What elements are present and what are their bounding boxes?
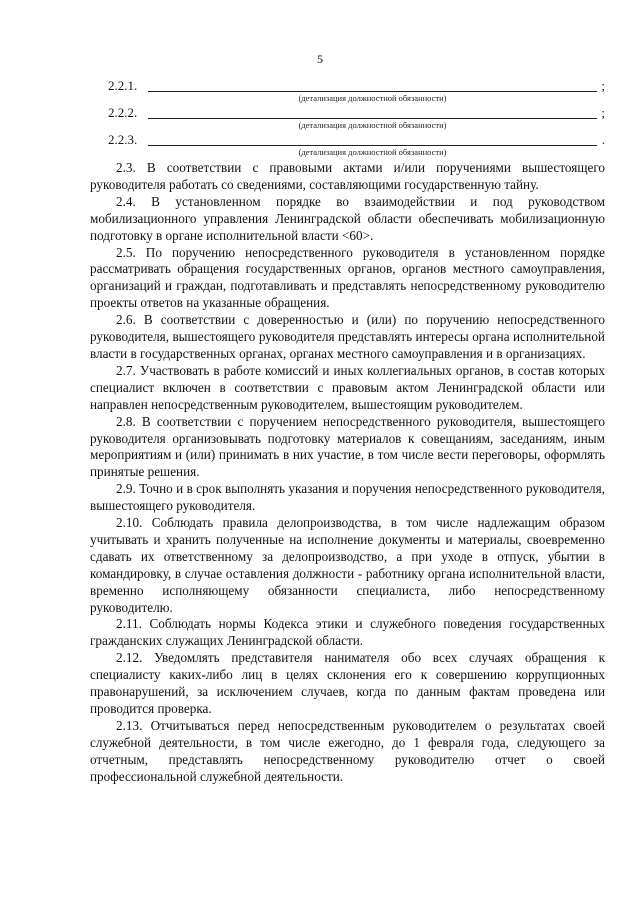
field-caption: (детализация должностной обязанности) [298,147,447,157]
paragraph-2-11: 2.11. Соблюдать нормы Кодекса этики и служебного поведения государственных гражданских служащих Ленинградской области. [90,616,605,649]
end-mark: . [601,132,605,147]
paragraph-2-7: 2.7. Участвовать в работе комиссий и иных коллегиальных органов, в состав которых специалист включен в соответствии с правовым актом Ленинградской области или направлен непосредственным руководителем, вышестоящим руководителем. [90,362,605,412]
item-number: 2.2.3. [108,132,138,147]
fill-in-item [90,78,605,104]
paragraph-2-4: 2.4. В установленном порядке во взаимодействии и под руководством мобилизационного управления Ленинградской области обеспечивать мобилизационную подготовку в органе исполнительной власти <60>. [90,193,605,243]
paragraph-2-9: 2.9. Точно и в срок выполнять указания и поручения непосредственного руководителя, вышестоящего руководителя. [90,481,605,514]
end-mark: ; [601,105,605,120]
fill-in-item [90,132,605,158]
paragraph-2-8: 2.8. В соответствии с поручением непосредственного руководителя, вышестоящего руководителя организовывать подготовку материалов к совещаниям, заседаниям, иным мероприятиям и (или) принимать в них участие, в том числе вести переговоры, оформлять принятые решения. [90,413,605,480]
paragraph-2-10: 2.10. Соблюдать правила делопроизводства, в том числе надлежащим образом учитывать и хранить полученные на исполнение документы и материалы, своевременно сдавать их ответственному за делопроизводство, а при уходе в отпуск, убытии в командировку, в случае оставления должности - работнику органа исполнительной власти, временно исполняющему обязанности специалиста, либо непосредственному руководителю. [90,515,605,615]
paragraph-2-5: 2.5. По поручению непосредственного руководителя в установленном порядке рассматривать обращения государственных органов, органов местного самоуправления, организаций и граждан, подготавливать и представлять непосредственному руководителю проекты ответов на указанные обращения. [90,244,605,311]
field-caption: (детализация должностной обязанности) [298,93,447,103]
end-mark: ; [601,78,605,93]
page-number: 5 [317,52,323,66]
paragraph-2-12: 2.12. Уведомлять представителя нанимателя обо всех случаях обращения к специалисту каких-либо лиц в целях склонения его к совершению коррупционных правонарушений, за исключением случаев, когда по данным фактам проведена или проводится проверка. [90,650,605,716]
fill-in-item [90,105,605,131]
blank-line [148,145,597,146]
paragraph-2-3: 2.3. В соответствии с правовыми актами и/или поручениями вышестоящего руководителя работать со сведениями, составляющими государственную тайну. [90,160,605,192]
blank-line [148,118,597,119]
paragraph-2-6: 2.6. В соответствии с доверенностью и (или) по поручению непосредственного руководителя, вышестоящего руководителя представлять интересы органа исполнительной власти в государственных органах, органах местного самоуправления и в организациях. [90,312,605,361]
document-body [90,160,605,786]
item-number: 2.2.2. [108,105,138,120]
item-number: 2.2.1. [108,78,138,93]
field-caption: (детализация должностной обязанности) [298,120,447,130]
blank-line [148,91,597,92]
paragraph-2-13: 2.13. Отчитываться перед непосредственным руководителем о результатах своей служебной деятельности, в том числе ежегодно, до 1 февраля года, следующего за отчетным, представлять непосредственному руководителю отчет о своей профессиональной служебной деятельности. [90,717,605,784]
